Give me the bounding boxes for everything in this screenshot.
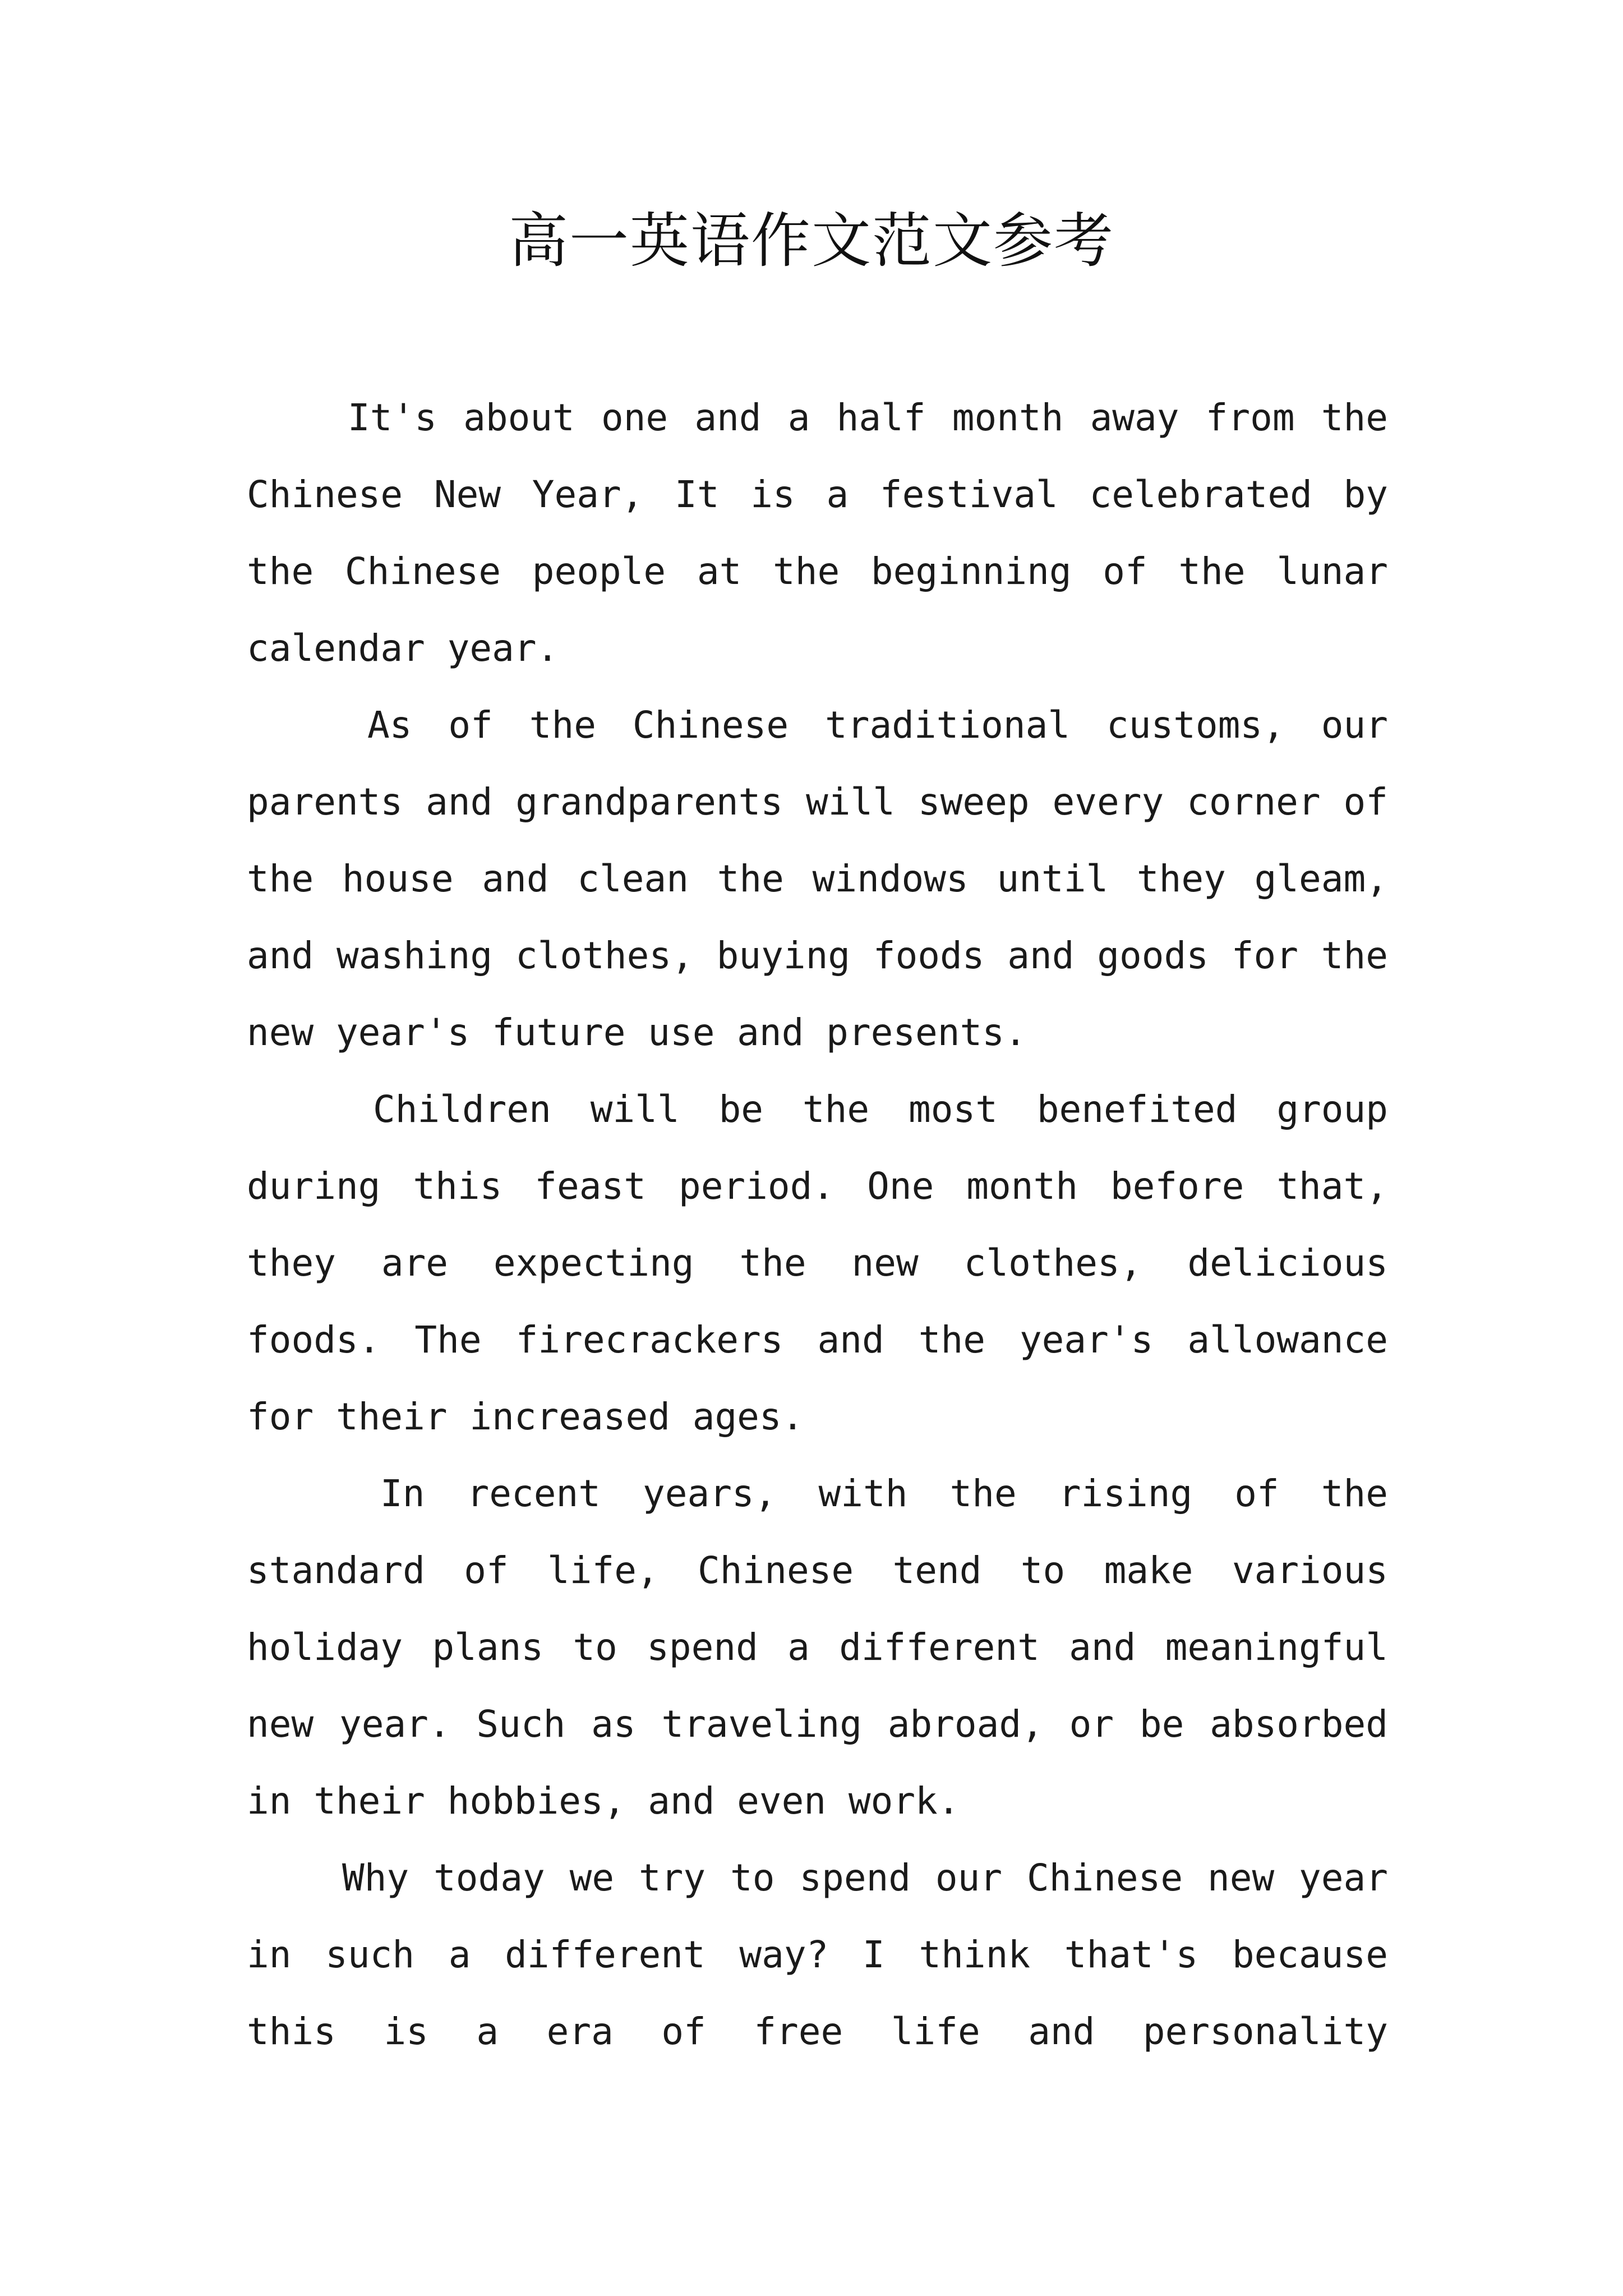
- paragraph: As of the Chinese traditional customs, our parents and grandparents will sweep every corner of the house and clean the windows until they gleam, and washing clothes, buying foods and goods for the new year's future use and presents.: [247, 703, 1388, 1054]
- paragraph: It's about one and a half month away from the Chinese New Year, It is a festival celebrated by the Chinese people at the beginning of the lunar calendar year.: [247, 396, 1388, 670]
- paragraph: Children will be the most benefited group during this feast period. One month before that, they are expecting the new clothes, delicious foods. The firecrackers and the year's allowance for their increased ages.: [247, 1088, 1388, 1438]
- document-body: [247, 379, 1388, 2070]
- paragraph: Why today we try to spend our Chinese new year in such a different way? I think that's because this is a era of free life and personality: [247, 1856, 1388, 2053]
- paragraph: In recent years, with the rising of the standard of life, Chinese tend to make various holiday plans to spend a different and meaningful new year. Such as traveling abroad, or be absorbed in their hobbies, and even work.: [247, 1472, 1388, 1823]
- document-title: 高一英语作文范文参考: [509, 206, 1114, 275]
